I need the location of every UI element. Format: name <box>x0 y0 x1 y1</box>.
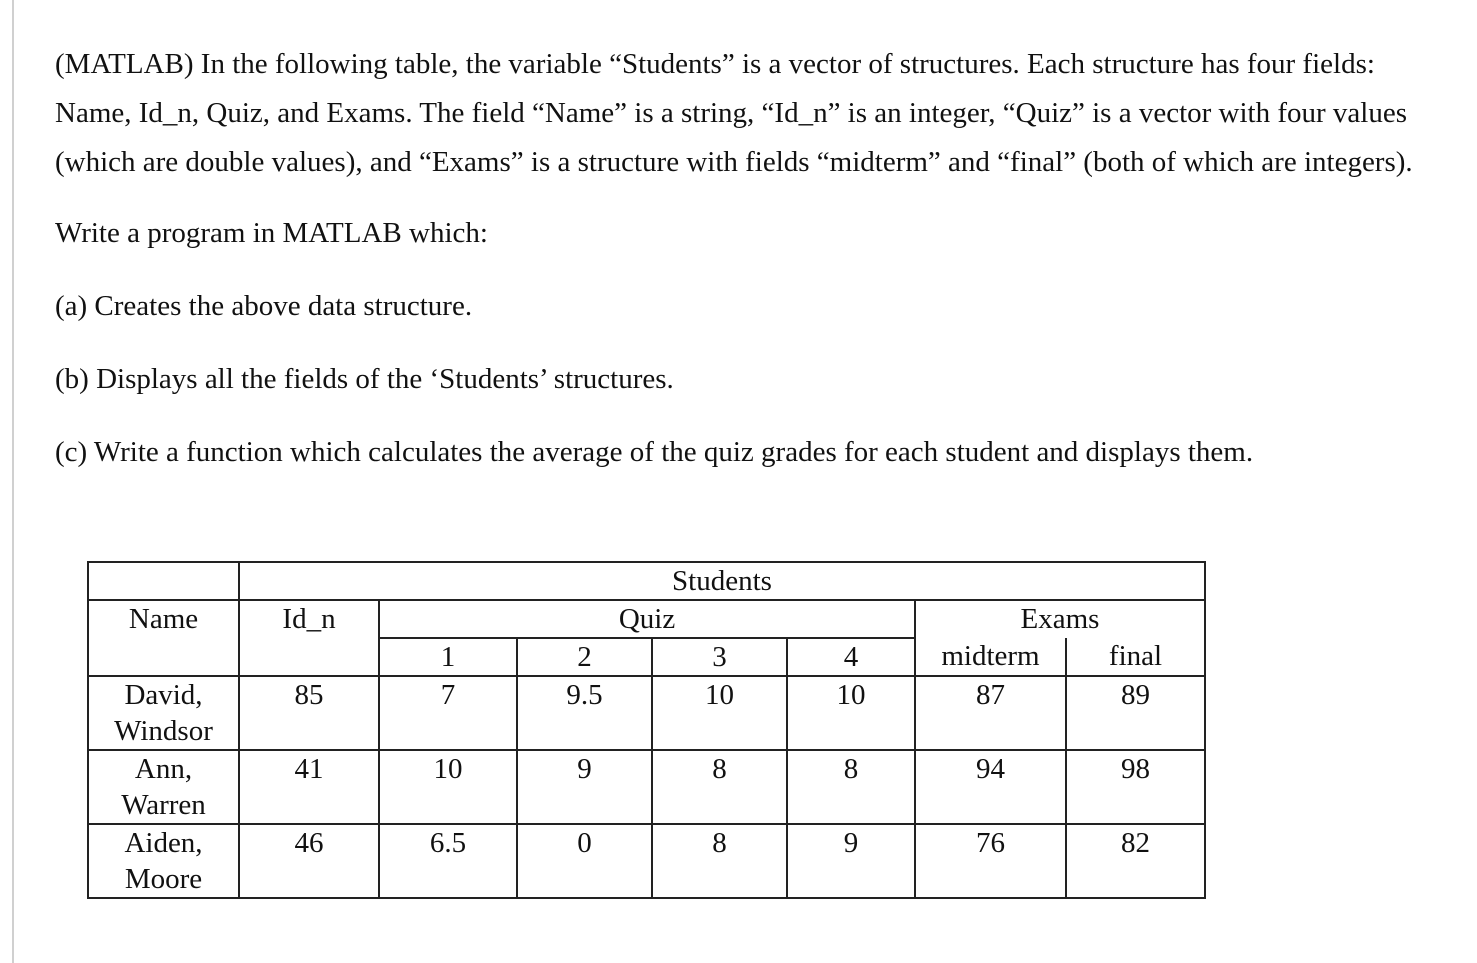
student-id: 85 <box>239 676 379 750</box>
header-midterm: midterm <box>915 638 1066 676</box>
quiz-1-value: 10 <box>379 750 517 824</box>
header-quiz-2: 2 <box>517 638 652 676</box>
question-part-b: (b) Displays all the fields of the ‘Students’ structures. <box>55 363 674 395</box>
student-id: 41 <box>239 750 379 824</box>
student-id: 46 <box>239 824 379 898</box>
final-value: 82 <box>1066 824 1205 898</box>
quiz-2-value: 9 <box>517 750 652 824</box>
quiz-3-value: 10 <box>652 676 787 750</box>
student-name-line1: David, <box>124 679 203 711</box>
table-corner-cell <box>88 562 239 600</box>
question-prompt: Write a program in MATLAB which: <box>55 217 488 249</box>
header-id-spacer <box>239 638 379 676</box>
quiz-4-value: 10 <box>787 676 915 750</box>
student-name <box>88 676 239 750</box>
quiz-4-value: 9 <box>787 824 915 898</box>
student-name-line2: Moore <box>124 863 203 895</box>
quiz-2-value: 0 <box>517 824 652 898</box>
quiz-4-value: 8 <box>787 750 915 824</box>
midterm-value: 87 <box>915 676 1066 750</box>
quiz-1-value: 6.5 <box>379 824 517 898</box>
quiz-3-value: 8 <box>652 750 787 824</box>
student-name-line2: Windsor <box>114 715 213 747</box>
quiz-2-value: 9.5 <box>517 676 652 750</box>
table-row <box>88 676 1205 750</box>
student-name <box>88 750 239 824</box>
midterm-value: 76 <box>915 824 1066 898</box>
header-quiz-4: 4 <box>787 638 915 676</box>
header-quiz: Quiz <box>379 600 915 638</box>
header-name-spacer <box>88 638 239 676</box>
left-margin-rule <box>12 0 14 963</box>
table-row <box>88 750 1205 824</box>
student-name <box>88 824 239 898</box>
header-name: Name <box>88 600 239 638</box>
quiz-1-value: 7 <box>379 676 517 750</box>
header-final: final <box>1066 638 1205 676</box>
question-text <box>55 40 1445 501</box>
final-value: 98 <box>1066 750 1205 824</box>
table-row <box>88 824 1205 898</box>
student-name-line2: Warren <box>121 789 206 821</box>
header-quiz-1: 1 <box>379 638 517 676</box>
header-id: Id_n <box>239 600 379 638</box>
students-table <box>87 561 1206 899</box>
midterm-value: 94 <box>915 750 1066 824</box>
question-part-a: (a) Creates the above data structure. <box>55 290 473 322</box>
header-exams: Exams <box>915 600 1205 638</box>
question-intro: (MATLAB) In the following table, the variable “Students” is a vector of structures. Each structure has four fields: Name, Id_n, Quiz, and Exams. The field “Name” is a string, “Id_n” is an integer, “Quiz” is a vector with four values (which are double values), and “Exams” is a structure with fields “midterm” and “final” (both of which are integers). <box>55 48 1413 178</box>
student-name-line1: Aiden, <box>124 827 203 859</box>
quiz-3-value: 8 <box>652 824 787 898</box>
final-value: 89 <box>1066 676 1205 750</box>
table-title: Students <box>239 562 1205 600</box>
header-quiz-3: 3 <box>652 638 787 676</box>
question-part-c: (c) Write a function which calculates the average of the quiz grades for each student and displays them. <box>55 436 1254 468</box>
student-name-line1: Ann, <box>134 753 193 785</box>
